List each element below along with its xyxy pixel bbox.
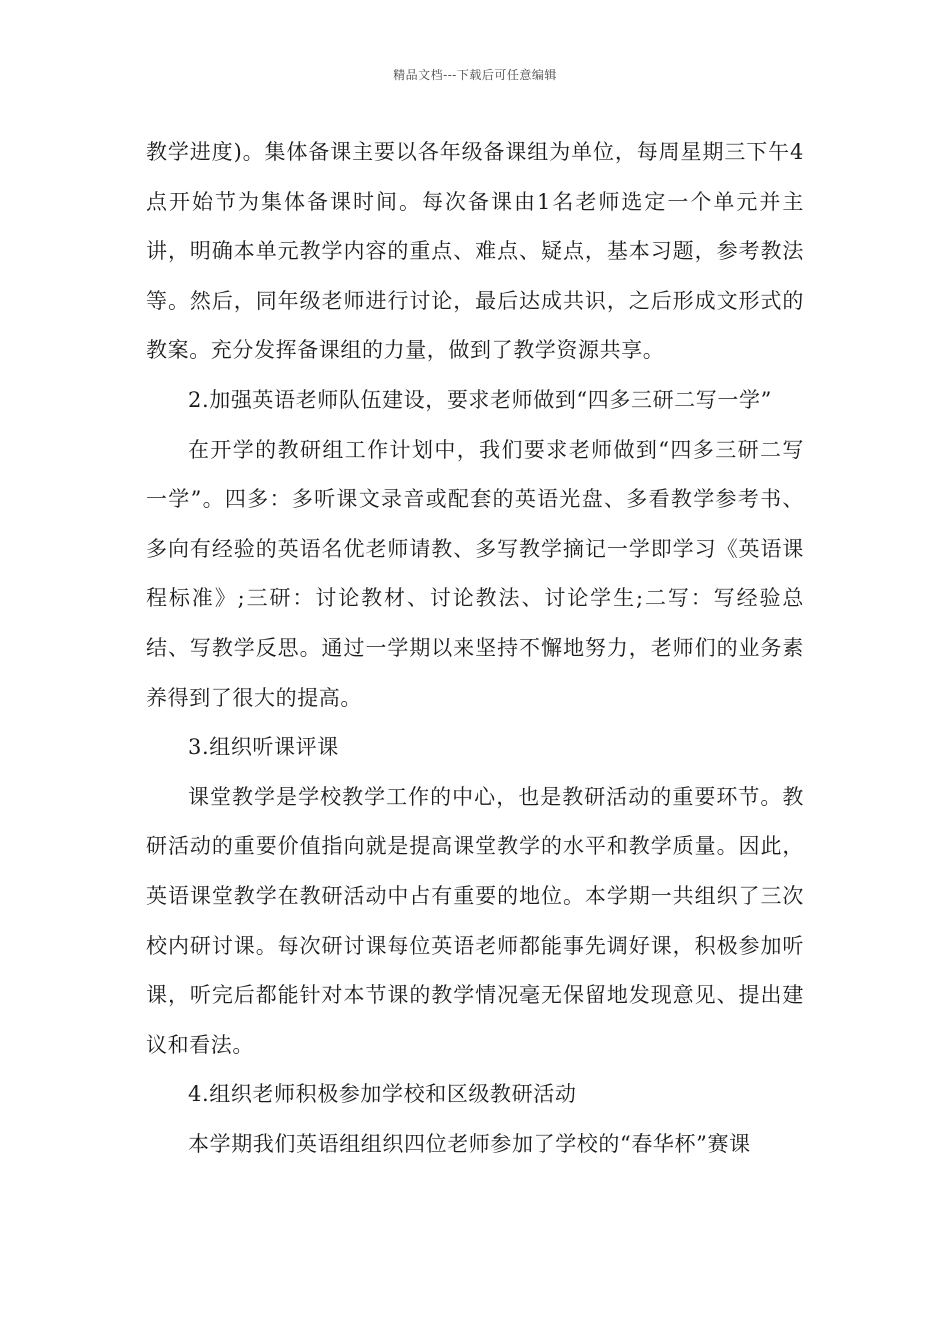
paragraph-competition: 本学期我们英语组组织四位老师参加了学校的“春华杯”赛课 <box>188 1131 751 1156</box>
section-heading-research-activities: 4.组织老师积极参加学校和区级教研活动 <box>188 1082 577 1107</box>
page-header: 精品文档---下载后可任意编辑 <box>393 68 557 82</box>
paragraph-classroom-teaching: 课堂教学是学校教学工作的中心，也是教研活动的重要环节。教研活动的重要价值指向就是提高课堂教学的水平和教学质量。因此，英语课堂教学在教研活动中占有重要的地位。本学期一共组织了三次校内研讨课。每次研讨课每位英语老师都能事先调好课，积极参加听课，听完后都能针对本节课的教学情况毫无保留地发现意见、提出建议和看法。 <box>146 784 804 1057</box>
document-body <box>146 128 804 1169</box>
section-heading-teacher-team: 2.加强英语老师队伍建设，要求老师做到“四多三研二写一学” <box>188 387 772 412</box>
section-heading-lesson-observation: 3.组织听课评课 <box>188 735 339 760</box>
paragraph-lesson-prep: 教学进度)。集体备课主要以各年级备课组为单位，每周星期三下午4点开始节为集体备课时间。每次备课由1名老师选定一个单元并主讲，明确本单元教学内容的重点、难点、疑点，基本习题，参考教法等。然后，同年级老师进行讨论，最后达成共识，之后形成文形式的教案。充分发挥备课组的力量，做到了教学资源共享。 <box>146 140 804 363</box>
paragraph-teacher-requirements: 在开学的教研组工作计划中，我们要求老师做到“四多三研二写一学”。四多：多听课文录音或配套的英语光盘、多看教学参考书、多向有经验的英语名优老师请教、多写教学摘记一学即学习《英语课程标准》;三研：讨论教材、讨论教法、讨论学生;二写：写经验总结、写教学反思。通过一学期以来坚持不懈地努力，老师们的业务素养得到了很大的提高。 <box>146 437 804 710</box>
